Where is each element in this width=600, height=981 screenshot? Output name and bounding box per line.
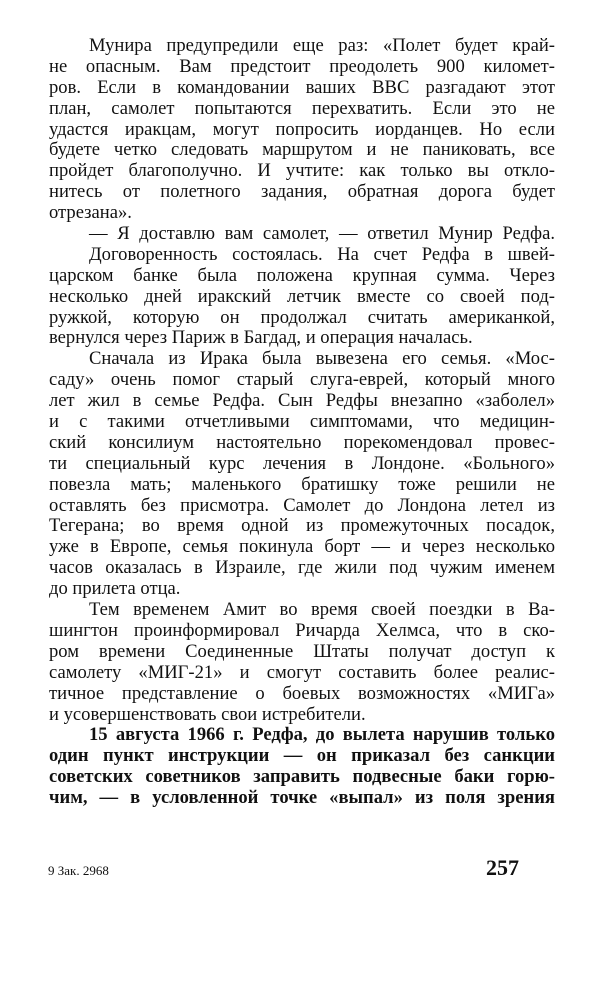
text-line: Договоренность состоялась. На счет Редфа в швей-	[89, 243, 555, 265]
text-line: удастся иракцам, могут попросить иорданцев. Но если	[49, 118, 555, 140]
text-line: 15 августа 1966 г. Редфа, до вылета нарушив только	[89, 724, 555, 746]
text-line: Мунира предупредили еще раз: «Полет будет край-	[89, 35, 555, 56]
printer-signature: 9 Зак. 2968	[48, 863, 109, 878]
text-line: будете четко следовать маршрутом и не паниковать, все	[49, 139, 555, 161]
text-line: Сначала из Ирака была вывезена его семья. «Мос-	[89, 348, 555, 370]
text-line: не опасным. Вам предстоит преодолеть 900 километ-	[49, 55, 555, 77]
text-line: нитесь от полетного задания, обратная дорога будет	[49, 181, 555, 203]
text-line: несколько дней иракский летчик вместе со своей под-	[49, 285, 555, 307]
text-line: шингтон проинформировал Ричарда Хелмса, что в ско-	[49, 619, 555, 641]
text-line: оставлять без присмотра. Самолет до Лондона летел из	[49, 494, 555, 516]
paragraph	[49, 725, 555, 809]
text-line: уже в Европе, семья покинула борт — и через несколько	[49, 536, 555, 558]
paragraph	[49, 245, 555, 349]
text-line: ром времени Соединенные Штаты получат доступ к	[49, 640, 555, 662]
text-line: ружкой, которую он продолжал считать американкой,	[49, 306, 555, 328]
text-line: ров. Если в командовании ваших ВВС разгадают этот	[49, 76, 555, 98]
text-line: Тем временем Амит во время своей поездки в Ва-	[89, 599, 555, 621]
text-line: ский консилиум настоятельно порекомендовал провес-	[49, 431, 555, 453]
text-line: ти специальный курс лечения в Лондоне. «Больного»	[49, 452, 555, 474]
text-line: повезла мать; маленького братишку тоже решили не	[49, 473, 555, 495]
page-number: 257	[486, 855, 519, 880]
paragraph	[49, 600, 555, 725]
text-line: чим, — в условленной точке «выпал» из поля зрения	[49, 787, 555, 809]
text-line: царском банке была положена крупная сумма. Через	[49, 264, 555, 286]
text-line: отрезана».	[49, 202, 132, 224]
text-line: — Я доставлю вам самолет, — ответил Мунир Редфа.	[89, 223, 555, 245]
text-line: часов оказалась в Израиле, где жили под чужим именем	[49, 557, 555, 579]
text-line: Тегерана; во время одной из промежуточных посадок,	[49, 515, 555, 537]
text-line: саду» очень помог старый слуга-еврей, который много	[49, 369, 555, 391]
text-line: и усовершенствовать свои истребители.	[49, 703, 366, 725]
text-line: лет жил в семье Редфа. Сын Редфы внезапно «заболел»	[49, 390, 555, 412]
text-line: один пункт инструкции — он приказал без санкции	[49, 745, 555, 767]
text-line: вернулся через Париж в Багдад, и операция началась.	[49, 327, 473, 349]
text-line: советских советников заправить подвесные баки горю-	[49, 766, 555, 788]
page-body-text	[49, 36, 555, 809]
text-line: пройдет благополучно. И учтите: как только вы откло-	[49, 160, 555, 182]
text-line: до прилета отца.	[49, 578, 181, 600]
text-line: план, самолет попытаются перехватить. Если это не	[49, 97, 555, 119]
text-line: самолету «МИГ-21» и смогут составить более реалис-	[49, 661, 555, 683]
text-line: и с такими отчетливыми симптомами, что медицин-	[49, 411, 555, 433]
paragraph	[49, 36, 555, 224]
paragraph	[49, 224, 555, 245]
paragraph	[49, 349, 555, 600]
text-line: тичное представление о боевых возможностях «МИГа»	[49, 682, 555, 704]
